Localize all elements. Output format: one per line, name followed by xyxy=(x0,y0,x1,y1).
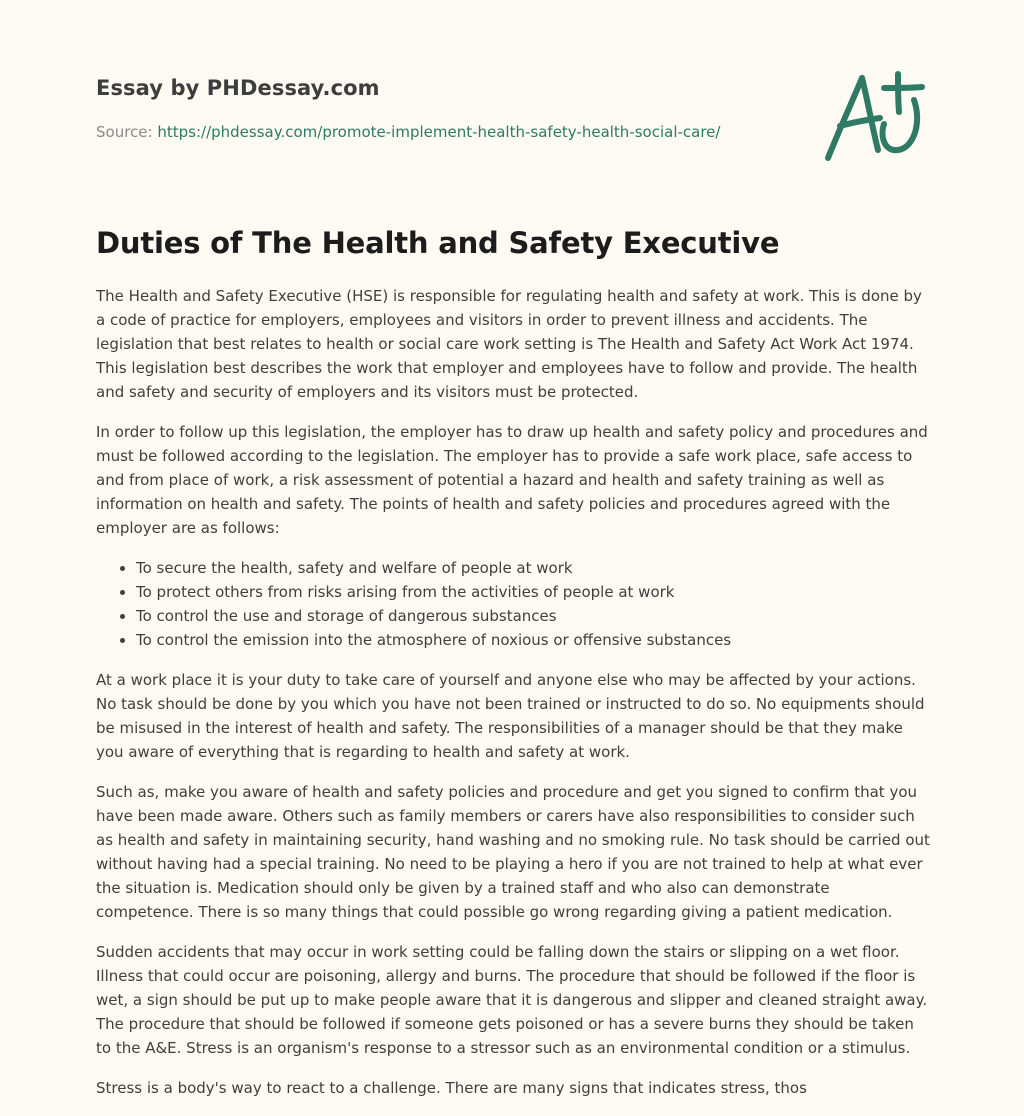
policy-list xyxy=(96,556,930,652)
a-plus-logo-icon xyxy=(818,66,930,166)
paragraph: Stress is a body's way to react to a challenge. There are many signs that indicates stress, thos xyxy=(96,1079,807,1097)
source-label: Source: xyxy=(96,123,153,141)
paragraph: The Health and Safety Executive (HSE) is responsible for regulating health and safety at work. This is done by a code of practice for employers, employees and visitors in order to prevent illness and accidents. The legislation that best relates to health or social care work setting is The Health and Safety Act Work Act 1974. This legislation best describes the work that employer and employees have to follow and provide. The health and safety and security of employers and its visitors must be protected. xyxy=(96,287,922,401)
source-line xyxy=(96,123,720,141)
paragraph: Sudden accidents that may occur in work setting could be falling down the stairs or slipping on a wet floor. Illness that could occur are poisoning, allergy and burns. The procedure that should be followed if the floor is wet, a sign should be put up to make people aware that it is dangerous and slipper and cleaned straight away. The procedure that should be followed if someone gets poisoned or has a severe burns they should be taken to the A&E. Stress is an organism's response to a stressor such as an environmental condition or a stimulus. xyxy=(96,943,928,1057)
list-item: • To secure the health, safety and welfare of people at work xyxy=(136,556,930,580)
list-item: • To control the emission into the atmosphere of noxious or offensive substances xyxy=(136,628,930,652)
essay-body xyxy=(96,284,930,1116)
paragraph: At a work place it is your duty to take care of yourself and anyone else who may be affected by your actions. No task should be done by you which you have not been trained or instructed to do so. No equipments should be misused in the interest of health and safety. The responsibilities of a manager should be that they make you aware of everything that is regarding to health and safety at work. xyxy=(96,671,925,761)
list-item: • To protect others from risks arising from the activities of people at work xyxy=(136,580,930,604)
site-title: Essay by PHDessay.com xyxy=(96,76,380,100)
document-title: Duties of The Health and Safety Executive xyxy=(96,226,780,260)
source-link[interactable]: https://phdessay.com/promote-implement-health-safety-health-social-care/ xyxy=(157,123,721,141)
paragraph: In order to follow up this legislation, the employer has to draw up health and safety policy and procedures and must be followed according to the legislation. The employer has to provide a safe work place, safe access to and from place of work, a risk assessment of potential a hazard and health and safety training as well as information on health and safety. The points of health and safety policies and procedures agreed with the employer are as follows: xyxy=(96,423,928,537)
list-item: • To control the use and storage of dangerous substances xyxy=(136,604,930,628)
paragraph: Such as, make you aware of health and safety policies and procedure and get you signed to confirm that you have been made aware. Others such as family members or carers have also responsibilities to consider such as health and safety in maintaining security, hand washing and no smoking rule. No task should be carried out without having had a special training. No need to be playing a hero if you are not trained to help at what ever the situation is. Medication should only be given by a trained staff and who also can demonstrate competence. There is so many things that could possible go wrong regarding giving a patient medication. xyxy=(96,783,930,921)
